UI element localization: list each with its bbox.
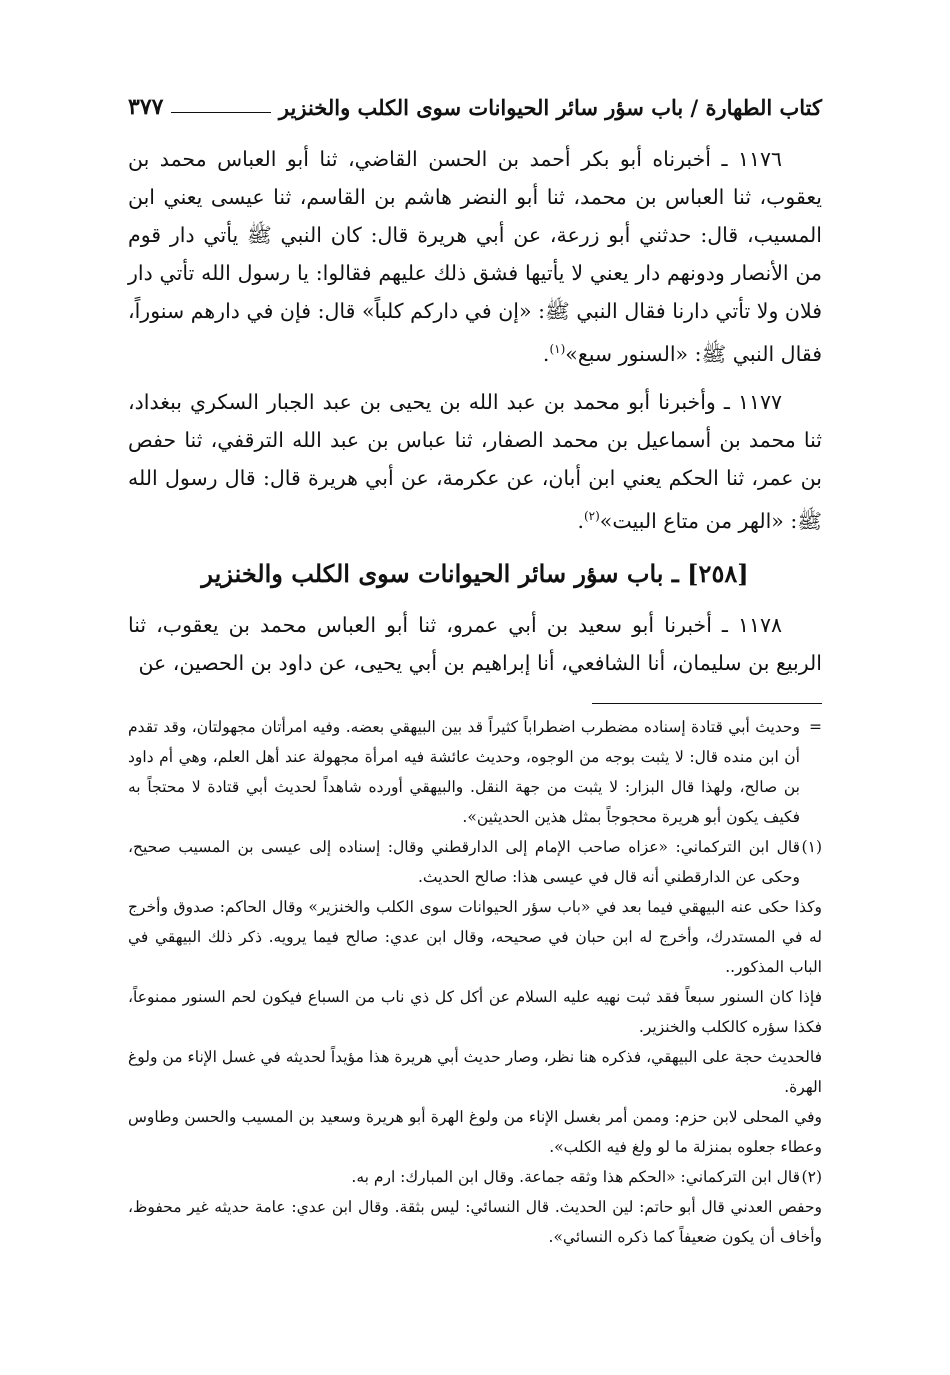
hadith-1178: ١١٧٨ ـ أخبرنا أبو سعيد بن أبي عمرو، ثنا أبو العباس محمد بن يعقوب، ثنا الربيع بن سليمان، أنا الشافعي، أنا إبراهيم بن أبي يحيى، عن داود بن الحصين، عن [128, 612, 822, 675]
hadith-1176-text: ١١٧٦ ـ أخبرناه أبو بكر أحمد بن الحسن القاضي، ثنا أبو العباس محمد بن يعقوب، ثنا العباس بن محمد، ثنا أبو النضر هاشم بن القاسم، ثنا عيسى يعني ابن المسيب، قال: حدثني أبو زرعة، عن أبي هريرة قال: كان النبي ﷺ يأتي دار قوم من الأنصار ودونهم دار يعني لا يأتيها فشق ذلك عليهم فقالوا: يا رسول الله تأتي دار فلان ولا تأتي دارنا فقال النبي ﷺ: «إن في داركم كلباً» قال: فإن في دارهم سنوراً، فقال النبي ﷺ: «السنور سبع» [128, 147, 822, 366]
hadith-1176: ١١٧٦ ـ أخبرناه أبو بكر أحمد بن الحسن القاضي، ثنا أبو العباس محمد بن يعقوب، ثنا العباس بن محمد، ثنا أبو النضر هاشم بن القاسم، ثنا عيسى يعني ابن المسيب، قال: حدثني أبو زرعة، عن أبي هريرة قال: كان النبي ﷺ يأتي دار قوم من الأنصار ودونهم دار يعني لا يأتيها فشق ذلك عليهم فقالوا: يا رسول الله تأتي دار فلان ولا تأتي دارنا فقال النبي ﷺ: «إن في داركم كلباً» قال: فإن في دارهم سنوراً، فقال النبي ﷺ: «السنور سبع»$^{(١)}$. [128, 147, 822, 366]
continuation-mark: = [809, 718, 822, 736]
hadith-1177-text: ١١٧٧ ـ وأخبرنا أبو محمد بن عبد الله بن يحيى بن عبد الجبار السكري ببغداد، ثنا محمد بن أسماعيل بن محمد الصفار، ثنا عباس بن عبد الله الترقفي، ثنا حفص بن عمر، ثنا الحكم يعني ابن أبان، عن عكرمة، عن أبي هريرة قال: قال رسول الله ﷺ: «الهر من متاع البيت» [128, 389, 822, 533]
footnote-continued-text: وحديث أبي قتادة إسناده مضطرب اضطراباً كثيراً قد بين البيهقي بعضه. وفيه امرأتان مجهولتان، وقد تقدم أن ابن منده قال: لا يثبت بوجه من الوجوه، وحديث عائشة فيه امرأة مجهولة عند أهل العلم، وهي أم داود بن صالح، ولهذا قال البزار: لا يثبت من جهة النقل. والبيهقي أورده شاهداً لحديث أبي قتادة لا محتجاً به فكيف يكون أبو هريرة محجوجاً بمثل هذين الحديثين». [128, 718, 800, 826]
footnote-2 [128, 1162, 822, 1192]
footnote-2-text: قال ابن التركماني: «الحكم هذا وثقه جماعة. وقال ابن المبارك: ارم به. [351, 1168, 800, 1186]
hadith-1177: ١١٧٧ ـ وأخبرنا أبو محمد بن عبد الله بن يحيى بن عبد الجبار السكري ببغداد، ثنا محمد بن أسماعيل بن محمد الصفار، ثنا عباس بن عبد الله الترقفي، ثنا حفص بن عمر، ثنا الحكم يعني ابن أبان، عن عكرمة، عن أبي هريرة قال: قال رسول الله ﷺ: «الهر من متاع البيت»$^{(٢)}$. [128, 389, 822, 533]
footnote-1-para-3: فإذا كان السنور سبعاً فقد ثبت نهيه عليه السلام عن أكل كل ذي ناب من السباع فيكون لحم السنور ممنوعاً، فكذا سؤره كالكلب والخنزير. [128, 988, 822, 1036]
footnote-separator [592, 703, 822, 704]
header-rule [171, 112, 270, 113]
footnote-ref-1: (١) [549, 342, 566, 356]
footnote-2-para-2: وحفص العدني قال أبو حاتم: لين الحديث. قال النسائي: ليس بثقة. وقال ابن عدي: عامة حديثه غير محفوظ، وأخاف أن يكون ضعيفاً كما ذكره النسائي». [128, 1198, 822, 1246]
footnotes [128, 712, 822, 1252]
page-number: ٣٧٧ [128, 94, 164, 120]
footnote-2-mark: (٢) [801, 1168, 822, 1186]
header-title: كتاب الطهارة / باب سؤر سائر الحيوانات سوى الكلب والخنزير [278, 95, 822, 120]
running-header [128, 78, 822, 118]
footnote-1-para-2: وكذا حكى عنه البيهقي فيما بعد في «باب سؤر الحيوانات سوى الكلب والخنزير» وقال الحاكم: صدوق وأخرج له في المستدرك، وأخرج له ابن حبان في صحيحه، وقال ابن عدي: صالح فيما يرويه. ذكر ذلك البيهقي في الباب المذكور.. [128, 898, 822, 976]
footnote-continued [128, 712, 822, 832]
footnote-ref-2: (٢) [583, 508, 600, 523]
footnote-1-mark: (١) [801, 838, 822, 856]
chapter-heading: [٢٥٨] ـ باب سؤر سائر الحيوانات سوى الكلب والخنزير [201, 558, 749, 588]
main-text [128, 140, 822, 682]
footnote-1-para-5: وفي المحلى لابن حزم: وممن أمر بغسل الإناء من ولوغ الهرة أبو هريرة وسعيد بن المسيب والحسن وطاوس وعطاء جعلوه بمنزلة ما لو ولغ فيه الكلب». [128, 1108, 822, 1156]
footnote-1-text: قال ابن التركماني: «عزاه صاحب الإمام إلى الدارقطني وقال: إسناده إلى عيسى بن المسيب صحيح، وحكى عن الدارقطني أنه قال في عيسى هذا: صالح الحديث. [128, 838, 800, 886]
footnote-1 [128, 832, 822, 892]
footnote-1-para-4: فالحديث حجة على البيهقي، فذكره هنا نظر، وصار حديث أبي هريرة هذا مؤيداً لحديثه في غسل الإناء من ولوغ الهرة. [128, 1048, 822, 1096]
